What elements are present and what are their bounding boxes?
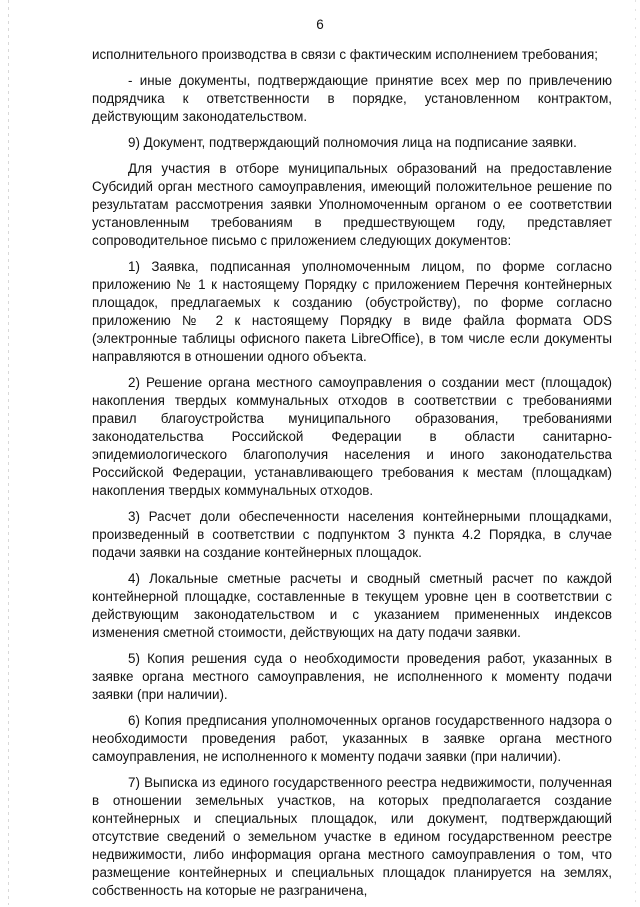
- paragraph-item-7: 7) Выписка из единого государственного реестра недвижимости, полученная в отношении земельных участков, на которых предполагается создание контейнерных и специальных площадок, или документ, подтверждающий отсутствие сведений о земельном участке в едином государственном реестре недвижимости, либо информация органа местного самоуправления о том, что размещение контейнерных и специальных площадок планируется на землях, собственность на которые не разграничена,: [92, 775, 612, 898]
- paragraph-item-9: 9) Документ, подтверждающий полномочия лица на подписание заявки.: [128, 135, 577, 150]
- paragraph-item-5: 5) Копия решения суда о необходимости проведения работ, указанных в заявке органа местного самоуправления, не исполненного к моменту подачи заявки (при наличии).: [92, 651, 612, 702]
- page-number: 6: [316, 17, 324, 32]
- paragraph-item-6: 6) Копия предписания уполномоченных органов государственного надзора о необходимости проведения работ, указанных в заявке органа местного самоуправления, не исполненного к моменту подачи заявки (при наличии).: [92, 713, 612, 764]
- document-body: [92, 46, 612, 907]
- paragraph-selection-intro: Для участия в отборе муниципальных образований на предоставление Субсидий орган местного самоуправления, имеющий положительное решение по результатам рассмотрения заявки Уполномоченным органом о ее соответствии установленным требованиям в предшествующем году, представляет сопроводительное письмо с приложением следующих документов:: [92, 161, 612, 248]
- scan-edge-right: [635, 0, 636, 905]
- paragraph-continuation: исполнительного производства в связи с фактическим исполнением требования;: [92, 47, 598, 62]
- paragraph-item-1: 1) Заявка, подписанная уполномоченным лицом, по форме согласно приложению № 1 к настоящему Порядку с приложением Перечня контейнерных площадок, предлагаемых к созданию (обустройству), по форме согласно приложению № 2 к настоящему Порядку в виде файла формата ODS (электронные таблицы офисного пакета LibreOffice), в том числе если документы направляются в отношении одного объекта.: [92, 259, 612, 364]
- scan-edge-left: [8, 0, 9, 905]
- paragraph-item-2: 2) Решение органа местного самоуправления о создании мест (площадок) накопления твердых коммунальных отходов в соответствии с требованиями правил благоустройства муниципального образования, требованиями законодательства Российской Федерации в области санитарно-эпидемиологического благополучия населения и иного законодательства Российской Федерации, устанавливающего требования к местам (площадкам) накопления твердых коммунальных отходов.: [92, 375, 612, 498]
- paragraph-other-documents: - иные документы, подтверждающие принятие всех мер по привлечению подрядчика к ответственности в порядке, установленном контрактом, действующим законодательством.: [92, 73, 612, 124]
- paragraph-item-4: 4) Локальные сметные расчеты и сводный сметный расчет по каждой контейнерной площадке, составленные в текущем уровне цен в соответствии с действующим законодательством и с указанием примененных индексов изменения сметной стоимости, действующих на дату подачи заявки.: [92, 571, 612, 640]
- paragraph-item-3: 3) Расчет доли обеспеченности населения контейнерными площадками, произведенный в соответствии с подпунктом 3 пункта 4.2 Порядка, в случае подачи заявки на создание контейнерных площадок.: [92, 509, 612, 560]
